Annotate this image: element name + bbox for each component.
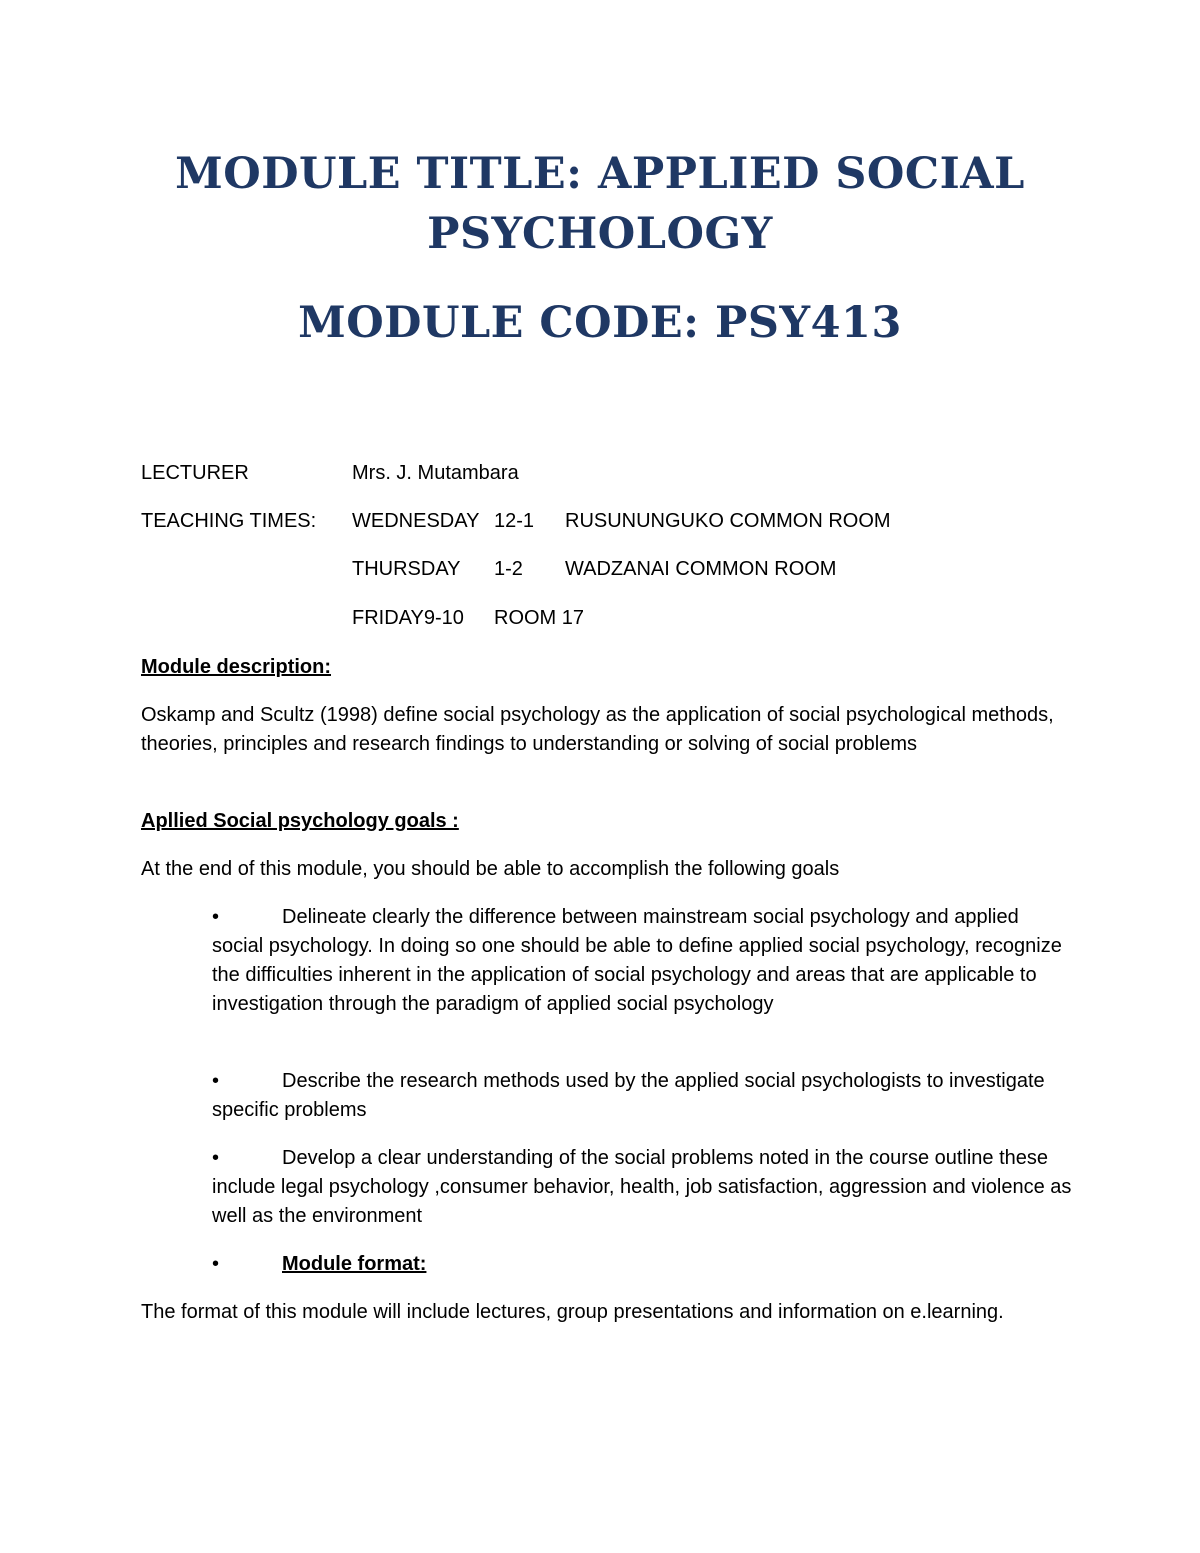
goal-item: Describe the research methods used by the applied social psychologists to investigate specific problems — [212, 1070, 1045, 1121]
schedule-day: WEDNESDAY — [352, 510, 480, 532]
bullet-icon: • — [212, 1070, 220, 1092]
lecturer-label: LECTURER — [141, 462, 249, 484]
teaching-times-label: TEACHING TIMES: — [141, 510, 317, 532]
lecturer-value: Mrs. J. Mutambara — [352, 462, 519, 484]
goals-intro: At the end of this module, you should be able to accomplish the following goals — [141, 858, 840, 880]
schedule-day: FRIDAY9-10 — [352, 607, 464, 629]
schedule-room: ROOM 17 — [494, 607, 585, 629]
module-title-line-1: MODULE TITLE: APPLIED SOCIAL — [175, 149, 1025, 199]
schedule-time: 12-1 — [494, 510, 535, 532]
schedule-place: WADZANAI COMMON ROOM — [565, 558, 837, 580]
goals-heading: Apllied Social psychology goals : — [141, 810, 459, 832]
bullet-icon: • — [212, 906, 220, 928]
goal-item: Develop a clear understanding of the social problems noted in the course outline these include legal psychology ,consumer behavior, health, job satisfaction, aggression and violence as well as the environment — [212, 1147, 1072, 1227]
bullet-icon: • — [212, 1147, 220, 1169]
schedule-place: RUSUNUNGUKO COMMON ROOM — [565, 510, 891, 532]
module-code: MODULE CODE: PSY413 — [298, 298, 902, 348]
module-format-text: The format of this module will include lectures, group presentations and information on e.learning. — [141, 1301, 1004, 1323]
module-description-text: Oskamp and Scultz (1998) define social psychology as the application of social psychological methods, theories, principles and research findings to understanding or solving of social problems — [141, 704, 1054, 755]
schedule-time: 1-2 — [494, 558, 523, 580]
module-description-heading: Module description: — [141, 656, 331, 678]
module-title-line-2: PSYCHOLOGY — [427, 209, 773, 259]
module-format-heading: Module format: — [282, 1253, 427, 1275]
schedule-day: THURSDAY — [352, 558, 461, 580]
bullet-icon: • — [212, 1253, 220, 1275]
goal-item: Delineate clearly the difference between mainstream social psychology and applied social psychology. In doing so one should be able to define applied social psychology, recognize the difficulties inherent in the application of social psychology and areas that are applicable to investigation through the paradigm of applied social psychology — [212, 906, 1062, 1015]
